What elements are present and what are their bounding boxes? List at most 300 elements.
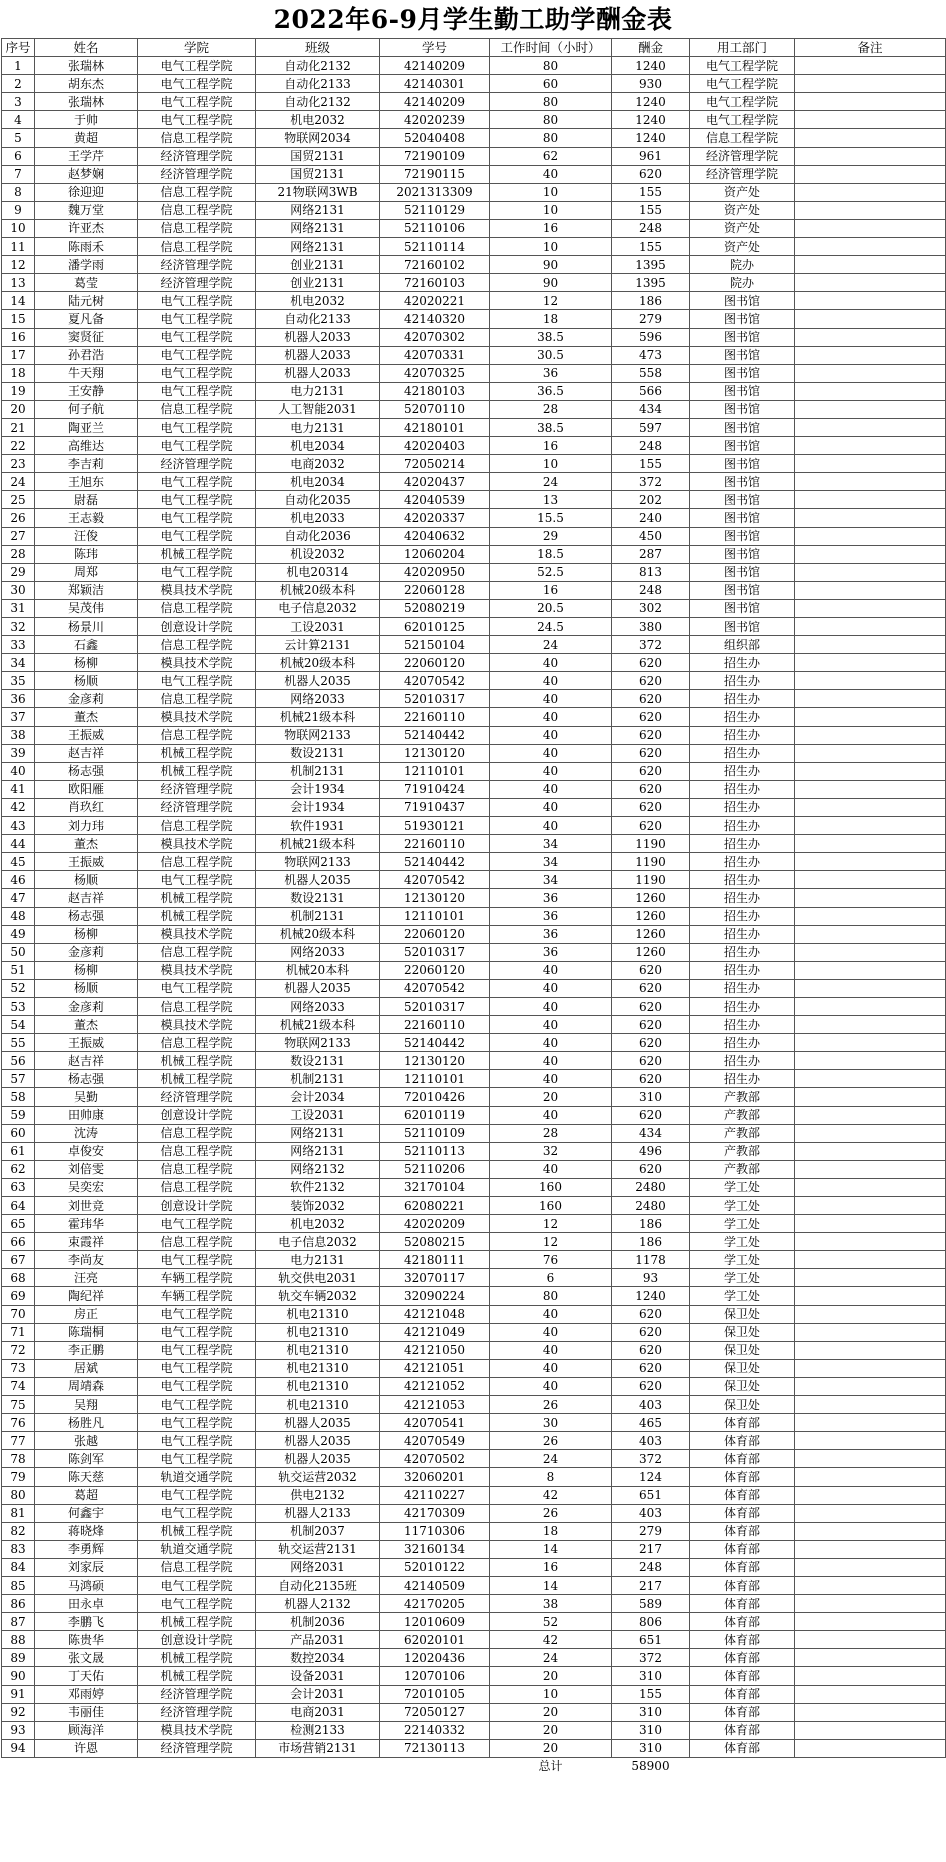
row-index-cell: 84 — [2, 1558, 35, 1576]
payment-cell: 813 — [612, 563, 690, 581]
work-hours-cell: 32 — [490, 1142, 612, 1160]
table-row — [2, 708, 946, 726]
payment-cell: 372 — [612, 636, 690, 654]
remark-cell — [795, 201, 946, 219]
class-name-cell: 会计2031 — [256, 1685, 380, 1703]
row-index-cell: 33 — [2, 636, 35, 654]
work-hours-cell: 6 — [490, 1269, 612, 1287]
remark-cell — [795, 690, 946, 708]
table-row — [2, 1341, 946, 1359]
payment-cell: 217 — [612, 1540, 690, 1558]
table-row — [2, 1377, 946, 1395]
payment-cell: 620 — [612, 1052, 690, 1070]
work-hours-cell: 8 — [490, 1468, 612, 1486]
remark-cell — [795, 1178, 946, 1196]
student-name-cell: 汪俊 — [35, 527, 138, 545]
remark-cell — [795, 853, 946, 871]
student-name-cell: 吴茂伟 — [35, 599, 138, 617]
student-name-cell: 霍玮华 — [35, 1215, 138, 1233]
department-cell: 组织部 — [690, 636, 795, 654]
class-name-cell: 电子信息2032 — [256, 1233, 380, 1251]
college-cell: 机械工程学院 — [138, 1667, 256, 1685]
table-row — [2, 1504, 946, 1522]
department-cell: 图书馆 — [690, 364, 795, 382]
student-id-cell: 42040539 — [380, 491, 490, 509]
row-index-cell: 24 — [2, 473, 35, 491]
college-cell: 经济管理学院 — [138, 165, 256, 183]
college-cell: 信息工程学院 — [138, 1178, 256, 1196]
student-name-cell: 刘倍雯 — [35, 1160, 138, 1178]
work-hours-cell: 12 — [490, 292, 612, 310]
work-hours-cell: 40 — [490, 690, 612, 708]
class-name-cell: 软件2132 — [256, 1178, 380, 1196]
row-index-cell: 47 — [2, 889, 35, 907]
payment-cell: 186 — [612, 1215, 690, 1233]
table-row — [2, 129, 946, 147]
college-cell: 电气工程学院 — [138, 292, 256, 310]
table-row — [2, 1160, 946, 1178]
work-hours-cell: 16 — [490, 437, 612, 455]
student-name-cell: 何鑫宇 — [35, 1504, 138, 1522]
student-name-cell: 刘世竞 — [35, 1197, 138, 1215]
college-cell: 模具技术学院 — [138, 925, 256, 943]
college-cell: 电气工程学院 — [138, 1486, 256, 1504]
header-cell: 酬金 — [612, 39, 690, 57]
table-row — [2, 346, 946, 364]
student-name-cell: 董杰 — [35, 708, 138, 726]
row-index-cell: 43 — [2, 817, 35, 835]
student-name-cell: 金彦莉 — [35, 690, 138, 708]
student-id-cell: 42140320 — [380, 310, 490, 328]
remark-cell — [795, 165, 946, 183]
row-index-cell: 88 — [2, 1631, 35, 1649]
table-row — [2, 147, 946, 165]
remark-cell — [795, 418, 946, 436]
work-hours-cell: 160 — [490, 1197, 612, 1215]
student-name-cell: 董杰 — [35, 835, 138, 853]
class-name-cell: 人工智能2031 — [256, 400, 380, 418]
work-hours-cell: 24.5 — [490, 618, 612, 636]
college-cell: 电气工程学院 — [138, 1450, 256, 1468]
department-cell: 资产处 — [690, 201, 795, 219]
student-name-cell: 杨志强 — [35, 907, 138, 925]
college-cell: 电气工程学院 — [138, 672, 256, 690]
class-name-cell: 机器人2133 — [256, 1504, 380, 1522]
class-name-cell: 机电2032 — [256, 292, 380, 310]
remark-cell — [795, 129, 946, 147]
department-cell: 图书馆 — [690, 328, 795, 346]
remark-cell — [795, 798, 946, 816]
payment-cell: 620 — [612, 1034, 690, 1052]
table-row — [2, 563, 946, 581]
remark-cell — [795, 925, 946, 943]
payment-cell: 961 — [612, 147, 690, 165]
work-hours-cell: 40 — [490, 1377, 612, 1395]
work-hours-cell: 34 — [490, 853, 612, 871]
remark-cell — [795, 1124, 946, 1142]
page-title: 2022年6-9月学生勤工助学酬金表 — [273, 5, 673, 34]
row-index-cell: 28 — [2, 545, 35, 563]
student-name-cell: 陆元树 — [35, 292, 138, 310]
college-cell: 电气工程学院 — [138, 491, 256, 509]
class-name-cell: 网络2033 — [256, 943, 380, 961]
remark-cell — [795, 1739, 946, 1757]
payment-cell: 450 — [612, 527, 690, 545]
college-cell: 电气工程学院 — [138, 1251, 256, 1269]
remark-cell — [795, 1287, 946, 1305]
payment-cell: 310 — [612, 1721, 690, 1739]
department-cell: 学工处 — [690, 1197, 795, 1215]
department-cell: 院办 — [690, 256, 795, 274]
class-name-cell: 机制2037 — [256, 1522, 380, 1540]
table-row — [2, 1721, 946, 1739]
college-cell: 电气工程学院 — [138, 1414, 256, 1432]
college-cell: 信息工程学院 — [138, 219, 256, 237]
payment-cell: 1260 — [612, 925, 690, 943]
class-name-cell: 电子信息2032 — [256, 599, 380, 617]
work-hours-cell: 30.5 — [490, 346, 612, 364]
remark-cell — [795, 1251, 946, 1269]
student-name-cell: 郑颖洁 — [35, 581, 138, 599]
remark-cell — [795, 310, 946, 328]
student-id-cell: 22060120 — [380, 925, 490, 943]
remark-cell — [795, 75, 946, 93]
student-id-cell: 42070542 — [380, 979, 490, 997]
remark-cell — [795, 817, 946, 835]
college-cell: 电气工程学院 — [138, 1576, 256, 1594]
college-cell: 电气工程学院 — [138, 1595, 256, 1613]
table-row — [2, 382, 946, 400]
college-cell: 电气工程学院 — [138, 93, 256, 111]
college-cell: 信息工程学院 — [138, 853, 256, 871]
remark-cell — [795, 581, 946, 599]
table-row — [2, 1070, 946, 1088]
row-index-cell: 18 — [2, 364, 35, 382]
remark-cell — [795, 961, 946, 979]
class-name-cell: 机电21310 — [256, 1323, 380, 1341]
remark-cell — [795, 997, 946, 1015]
department-cell: 图书馆 — [690, 509, 795, 527]
row-index-cell: 62 — [2, 1160, 35, 1178]
payment-cell: 1240 — [612, 57, 690, 75]
work-hours-cell: 80 — [490, 57, 612, 75]
payment-cell: 403 — [612, 1504, 690, 1522]
payment-cell: 651 — [612, 1486, 690, 1504]
class-name-cell: 机械21级本科 — [256, 835, 380, 853]
row-index-cell: 65 — [2, 1215, 35, 1233]
table-row — [2, 1124, 946, 1142]
work-hours-cell: 40 — [490, 1016, 612, 1034]
student-id-cell: 42170309 — [380, 1504, 490, 1522]
work-hours-cell: 160 — [490, 1178, 612, 1196]
work-hours-cell: 20 — [490, 1667, 612, 1685]
student-id-cell: 12110101 — [380, 1070, 490, 1088]
remark-cell — [795, 256, 946, 274]
student-id-cell: 32070117 — [380, 1269, 490, 1287]
row-index-cell: 67 — [2, 1251, 35, 1269]
remark-cell — [795, 907, 946, 925]
student-name-cell: 何子航 — [35, 400, 138, 418]
table-row — [2, 256, 946, 274]
row-index-cell: 25 — [2, 491, 35, 509]
class-name-cell: 电商2032 — [256, 455, 380, 473]
work-hours-cell: 36 — [490, 889, 612, 907]
college-cell: 信息工程学院 — [138, 1034, 256, 1052]
remark-cell — [795, 1016, 946, 1034]
work-hours-cell: 36.5 — [490, 382, 612, 400]
table-row — [2, 1142, 946, 1160]
total-value: 58900 — [631, 1759, 670, 1774]
work-hours-cell: 40 — [490, 1106, 612, 1124]
payment-cell: 620 — [612, 997, 690, 1015]
department-cell: 招生办 — [690, 762, 795, 780]
work-hours-cell: 30 — [490, 1414, 612, 1432]
student-name-cell: 邓雨婷 — [35, 1685, 138, 1703]
table-row — [2, 853, 946, 871]
student-id-cell: 11710306 — [380, 1522, 490, 1540]
work-hours-cell: 52 — [490, 1613, 612, 1631]
class-name-cell: 电力2131 — [256, 418, 380, 436]
class-name-cell: 自动化2036 — [256, 527, 380, 545]
payment-cell: 1260 — [612, 943, 690, 961]
payment-cell: 620 — [612, 979, 690, 997]
work-hours-cell: 26 — [490, 1432, 612, 1450]
student-id-cell: 42121049 — [380, 1323, 490, 1341]
table-row — [2, 1215, 946, 1233]
row-index-cell: 1 — [2, 57, 35, 75]
college-cell: 电气工程学院 — [138, 1359, 256, 1377]
college-cell: 经济管理学院 — [138, 147, 256, 165]
class-name-cell: 机械20级本科 — [256, 654, 380, 672]
row-index-cell: 51 — [2, 961, 35, 979]
remark-cell — [795, 1414, 946, 1432]
department-cell: 招生办 — [690, 744, 795, 762]
department-cell: 招生办 — [690, 853, 795, 871]
student-id-cell: 52110106 — [380, 219, 490, 237]
student-name-cell: 杨志强 — [35, 762, 138, 780]
header-cell: 姓名 — [35, 39, 138, 57]
student-id-cell: 12070106 — [380, 1667, 490, 1685]
college-cell: 信息工程学院 — [138, 400, 256, 418]
work-hours-cell: 18 — [490, 310, 612, 328]
student-name-cell: 杨柳 — [35, 654, 138, 672]
payment-cell: 620 — [612, 1359, 690, 1377]
payment-cell: 473 — [612, 346, 690, 364]
student-name-cell: 李正鹏 — [35, 1341, 138, 1359]
table-row — [2, 925, 946, 943]
payment-cell: 806 — [612, 1613, 690, 1631]
payment-cell: 465 — [612, 1414, 690, 1432]
payment-cell: 372 — [612, 1649, 690, 1667]
table-row — [2, 1649, 946, 1667]
student-id-cell: 71910424 — [380, 780, 490, 798]
remark-cell — [795, 364, 946, 382]
table-row — [2, 1251, 946, 1269]
work-hours-cell: 40 — [490, 817, 612, 835]
remark-cell — [795, 1396, 946, 1414]
class-name-cell: 21物联网3WB — [256, 183, 380, 201]
student-name-cell: 葛超 — [35, 1486, 138, 1504]
row-index-cell: 71 — [2, 1323, 35, 1341]
class-name-cell: 会计2034 — [256, 1088, 380, 1106]
row-index-cell: 64 — [2, 1197, 35, 1215]
department-cell: 产教部 — [690, 1106, 795, 1124]
remark-cell — [795, 1468, 946, 1486]
student-name-cell: 陈剑军 — [35, 1450, 138, 1468]
table-row — [2, 1739, 946, 1757]
remark-cell — [795, 57, 946, 75]
student-name-cell: 高维达 — [35, 437, 138, 455]
table-row — [2, 400, 946, 418]
table-row — [2, 292, 946, 310]
table-row — [2, 1432, 946, 1450]
class-name-cell: 轨交运营2032 — [256, 1468, 380, 1486]
class-name-cell: 机制2036 — [256, 1613, 380, 1631]
row-index-cell: 9 — [2, 201, 35, 219]
table-row — [2, 364, 946, 382]
total-spacer — [35, 1757, 138, 1775]
student-id-cell: 22140332 — [380, 1721, 490, 1739]
header-cell: 工作时间（小时） — [490, 39, 612, 57]
class-name-cell: 机电20314 — [256, 563, 380, 581]
row-index-cell: 72 — [2, 1341, 35, 1359]
college-cell: 信息工程学院 — [138, 201, 256, 219]
table-row — [2, 979, 946, 997]
college-cell: 电气工程学院 — [138, 871, 256, 889]
payment-cell: 620 — [612, 1377, 690, 1395]
work-hours-cell: 40 — [490, 708, 612, 726]
row-index-cell: 41 — [2, 780, 35, 798]
department-cell: 招生办 — [690, 726, 795, 744]
class-name-cell: 机制2131 — [256, 762, 380, 780]
work-hours-cell: 20 — [490, 1721, 612, 1739]
payment-cell: 434 — [612, 1124, 690, 1142]
table-row — [2, 1595, 946, 1613]
student-id-cell: 42070331 — [380, 346, 490, 364]
row-index-cell: 32 — [2, 618, 35, 636]
department-cell: 保卫处 — [690, 1323, 795, 1341]
row-index-cell: 44 — [2, 835, 35, 853]
class-name-cell: 云计算2131 — [256, 636, 380, 654]
payment-cell: 248 — [612, 437, 690, 455]
student-id-cell: 42020221 — [380, 292, 490, 310]
department-cell: 产教部 — [690, 1124, 795, 1142]
college-cell: 机械工程学院 — [138, 1649, 256, 1667]
row-index-cell: 54 — [2, 1016, 35, 1034]
student-name-cell: 张越 — [35, 1432, 138, 1450]
college-cell: 电气工程学院 — [138, 57, 256, 75]
payment-cell: 279 — [612, 1522, 690, 1540]
student-name-cell: 黄超 — [35, 129, 138, 147]
college-cell: 电气工程学院 — [138, 1215, 256, 1233]
college-cell: 信息工程学院 — [138, 1124, 256, 1142]
class-name-cell: 网络2132 — [256, 1160, 380, 1178]
college-cell: 电气工程学院 — [138, 1504, 256, 1522]
student-id-cell: 52110114 — [380, 238, 490, 256]
row-index-cell: 89 — [2, 1649, 35, 1667]
table-row — [2, 1631, 946, 1649]
department-cell: 产教部 — [690, 1088, 795, 1106]
work-hours-cell: 26 — [490, 1504, 612, 1522]
remark-cell — [795, 618, 946, 636]
student-id-cell: 52110113 — [380, 1142, 490, 1160]
department-cell: 招生办 — [690, 1070, 795, 1088]
student-id-cell: 42020950 — [380, 563, 490, 581]
work-hours-cell: 40 — [490, 1052, 612, 1070]
table-row — [2, 1323, 946, 1341]
college-cell: 车辆工程学院 — [138, 1287, 256, 1305]
student-id-cell: 62010119 — [380, 1106, 490, 1124]
remark-cell — [795, 762, 946, 780]
table-row — [2, 997, 946, 1015]
remark-cell — [795, 183, 946, 201]
class-name-cell: 机器人2035 — [256, 1450, 380, 1468]
department-cell: 产教部 — [690, 1142, 795, 1160]
work-hours-cell: 20 — [490, 1739, 612, 1757]
payment-cell: 620 — [612, 1106, 690, 1124]
payment-cell: 1395 — [612, 274, 690, 292]
payment-cell: 155 — [612, 238, 690, 256]
header-cell: 学号 — [380, 39, 490, 57]
department-cell: 招生办 — [690, 907, 795, 925]
student-name-cell: 王学芹 — [35, 147, 138, 165]
payment-cell: 1240 — [612, 93, 690, 111]
college-cell: 创意设计学院 — [138, 1106, 256, 1124]
work-hours-cell: 40 — [490, 1070, 612, 1088]
department-cell: 电气工程学院 — [690, 111, 795, 129]
class-name-cell: 电力2131 — [256, 1251, 380, 1269]
department-cell: 体育部 — [690, 1540, 795, 1558]
table-row — [2, 1486, 946, 1504]
table-row — [2, 473, 946, 491]
table-row — [2, 1088, 946, 1106]
class-name-cell: 机器人2035 — [256, 672, 380, 690]
college-cell: 电气工程学院 — [138, 473, 256, 491]
row-index-cell: 59 — [2, 1106, 35, 1124]
department-cell: 图书馆 — [690, 618, 795, 636]
payment-cell: 1260 — [612, 889, 690, 907]
college-cell: 信息工程学院 — [138, 599, 256, 617]
student-id-cell: 72160103 — [380, 274, 490, 292]
row-index-cell: 23 — [2, 455, 35, 473]
college-cell: 电气工程学院 — [138, 1305, 256, 1323]
header-cell: 序号 — [2, 39, 35, 57]
college-cell: 电气工程学院 — [138, 1341, 256, 1359]
work-hours-cell: 60 — [490, 75, 612, 93]
class-name-cell: 产品2031 — [256, 1631, 380, 1649]
payment-cell: 1260 — [612, 907, 690, 925]
student-id-cell: 22060120 — [380, 961, 490, 979]
row-index-cell: 5 — [2, 129, 35, 147]
student-name-cell: 田帅康 — [35, 1106, 138, 1124]
class-name-cell: 网络2033 — [256, 997, 380, 1015]
header-cell: 班级 — [256, 39, 380, 57]
table-row — [2, 762, 946, 780]
college-cell: 模具技术学院 — [138, 961, 256, 979]
table-row — [2, 1287, 946, 1305]
total-spacer — [690, 1757, 795, 1775]
class-name-cell: 机电2032 — [256, 111, 380, 129]
department-cell: 保卫处 — [690, 1359, 795, 1377]
student-name-cell: 马鸿硕 — [35, 1576, 138, 1594]
student-id-cell: 12010609 — [380, 1613, 490, 1631]
row-index-cell: 21 — [2, 418, 35, 436]
college-cell: 信息工程学院 — [138, 726, 256, 744]
header-cell: 学院 — [138, 39, 256, 57]
department-cell: 招生办 — [690, 690, 795, 708]
student-name-cell: 吴勤 — [35, 1088, 138, 1106]
student-name-cell: 王振威 — [35, 726, 138, 744]
